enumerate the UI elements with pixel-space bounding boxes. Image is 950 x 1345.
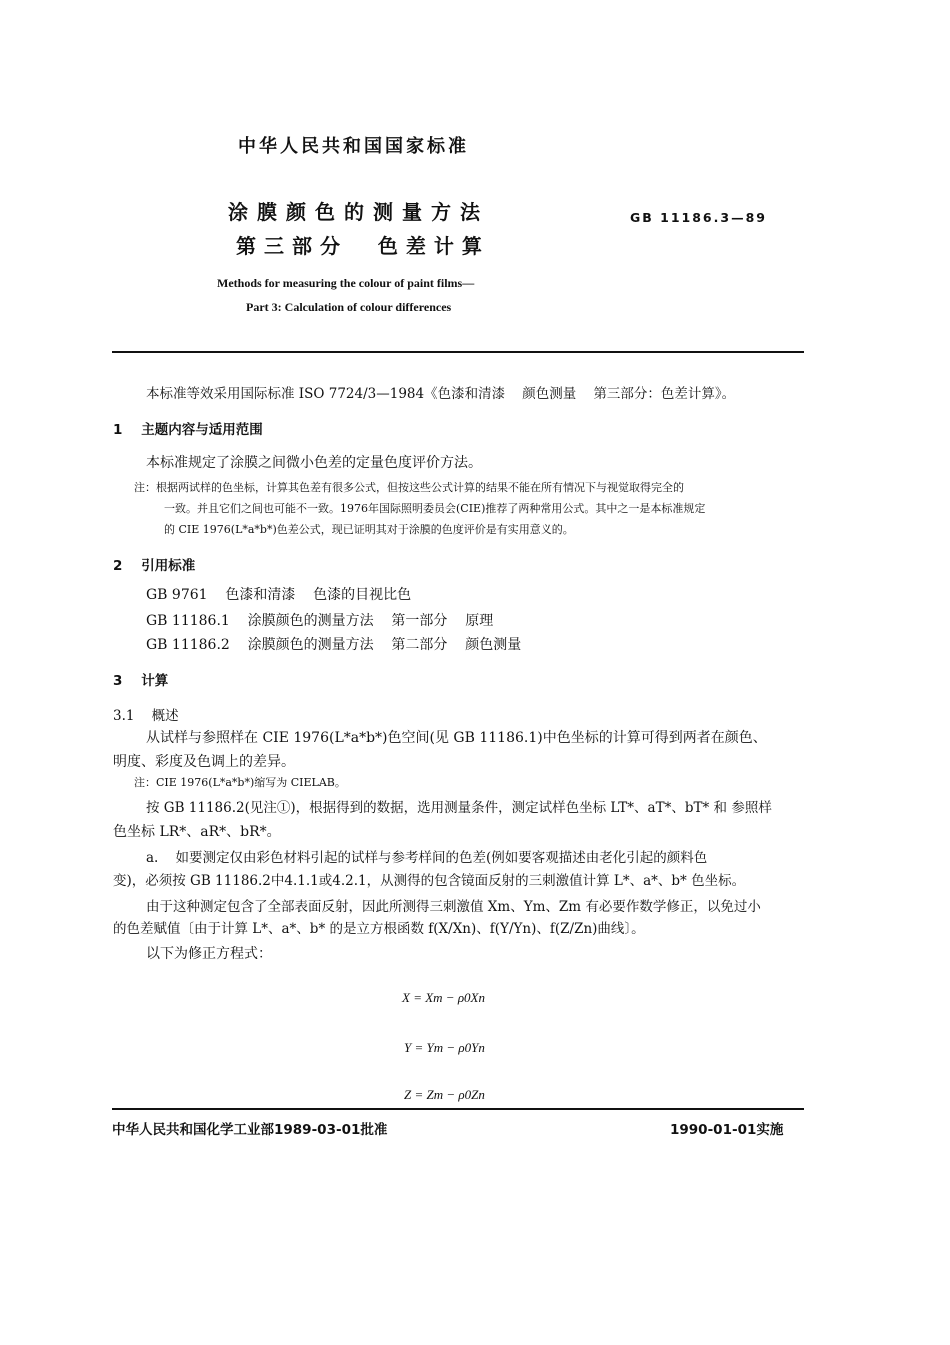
section-2-heading: 2 引用标准	[113, 558, 196, 574]
english-title-line-1: Methods for measuring the colour of paint films—	[217, 276, 475, 290]
title-line-2: 第三部分 色差计算	[236, 234, 490, 258]
footer-rule	[112, 1108, 804, 1110]
intro-paragraph: 本标准等效采用国际标准 ISO 7724/3—1984《色漆和清漆 颜色测量 第三部分：色差计算》。	[146, 386, 736, 402]
item-a-line-1: a. 如要测定仅由彩色材料引起的试样与参考样间的色差(例如要客观描述由老化引起的颜料色	[146, 850, 708, 866]
header-rule	[112, 351, 804, 353]
section-3-1-para-2-line-1: 按 GB 11186.2(见注①)，根据得到的数据，选用测量条件，测定试样色坐标 LT*、aT*、bT* 和 参照样	[146, 800, 772, 816]
section-3-heading: 3 计算	[113, 673, 169, 689]
section-3-1-para-4: 以下为修正方程式：	[146, 946, 272, 962]
effective-date: 1990-01-01实施	[670, 1122, 784, 1138]
section-3-1-heading: 3.1 概述	[113, 708, 179, 724]
section-3-1-para-2-line-2: 色坐标 LR*、aR*、bR*。	[113, 824, 281, 840]
section-1-note-line-1: 注：根据两试样的色坐标，计算其色差有很多公式，但按这些公式计算的结果不能在所有情况下与视觉取得完全的	[134, 481, 684, 494]
reference-item: GB 9761 色漆和清漆 色漆的目视比色	[146, 587, 412, 603]
section-3-1-para-3-line-2: 的色差赋值〔由于计算 L*、a*、b* 的是立方根函数 f(X/Xn)、f(Y/Yn)、f(Z/Zn)曲线〕。	[113, 921, 645, 937]
section-1-note-line-2: 一致。并且它们之间也可能不一致。1976年国际照明委员会(CIE)推荐了两种常用公式。其中之一是本标准规定	[164, 502, 706, 515]
approval-line: 中华人民共和国化学工业部1989-03-01批准	[112, 1122, 388, 1138]
standard-code: GB 11186.3—89	[630, 210, 767, 225]
equation-z: Z = Zm − ρ0Zn	[404, 1087, 485, 1102]
section-1-paragraph: 本标准规定了涂膜之间微小色差的定量色度评价方法。	[146, 455, 482, 471]
reference-item: GB 11186.1 涂膜颜色的测量方法 第一部分 原理	[146, 613, 494, 629]
section-3-1-note: 注：CIE 1976(L*a*b*)缩写为 CIELAB。	[134, 776, 346, 789]
section-1-heading: 1 主题内容与适用范围	[113, 422, 263, 438]
section-3-1-para-1-line-1: 从试样与参照样在 CIE 1976(L*a*b*)色空间(见 GB 11186.1)中色坐标的计算可得到两者在颜色、	[146, 730, 767, 746]
section-3-1-para-3-line-1: 由于这种测定包含了全部表面反射，因此所测得三刺激值 Xm、Ym、Zm 有必要作数学修正，以免过小	[146, 899, 761, 915]
equation-y: Y = Ym − ρ0Yn	[404, 1040, 485, 1055]
section-3-1-para-1-line-2: 明度、彩度及色调上的差异。	[113, 754, 295, 770]
standard-org: 中华人民共和国国家标准	[238, 136, 469, 157]
equation-x: X = Xm − ρ0Xn	[402, 990, 485, 1005]
title-line-1: 涂膜颜色的测量方法	[228, 200, 489, 224]
item-a-line-2: 变)，必须按 GB 11186.2中4.1.1或4.2.1，从测得的包含镜面反射的三刺激值计算 L*、a*、b* 色坐标。	[113, 873, 746, 889]
section-1-note-line-3: 的 CIE 1976(L*a*b*)色差公式，现已证明其对于涂膜的色度评价是有实用意义的。	[164, 523, 574, 536]
reference-item: GB 11186.2 涂膜颜色的测量方法 第二部分 颜色测量	[146, 637, 522, 653]
english-title-line-2: Part 3: Calculation of colour differences	[246, 300, 452, 314]
